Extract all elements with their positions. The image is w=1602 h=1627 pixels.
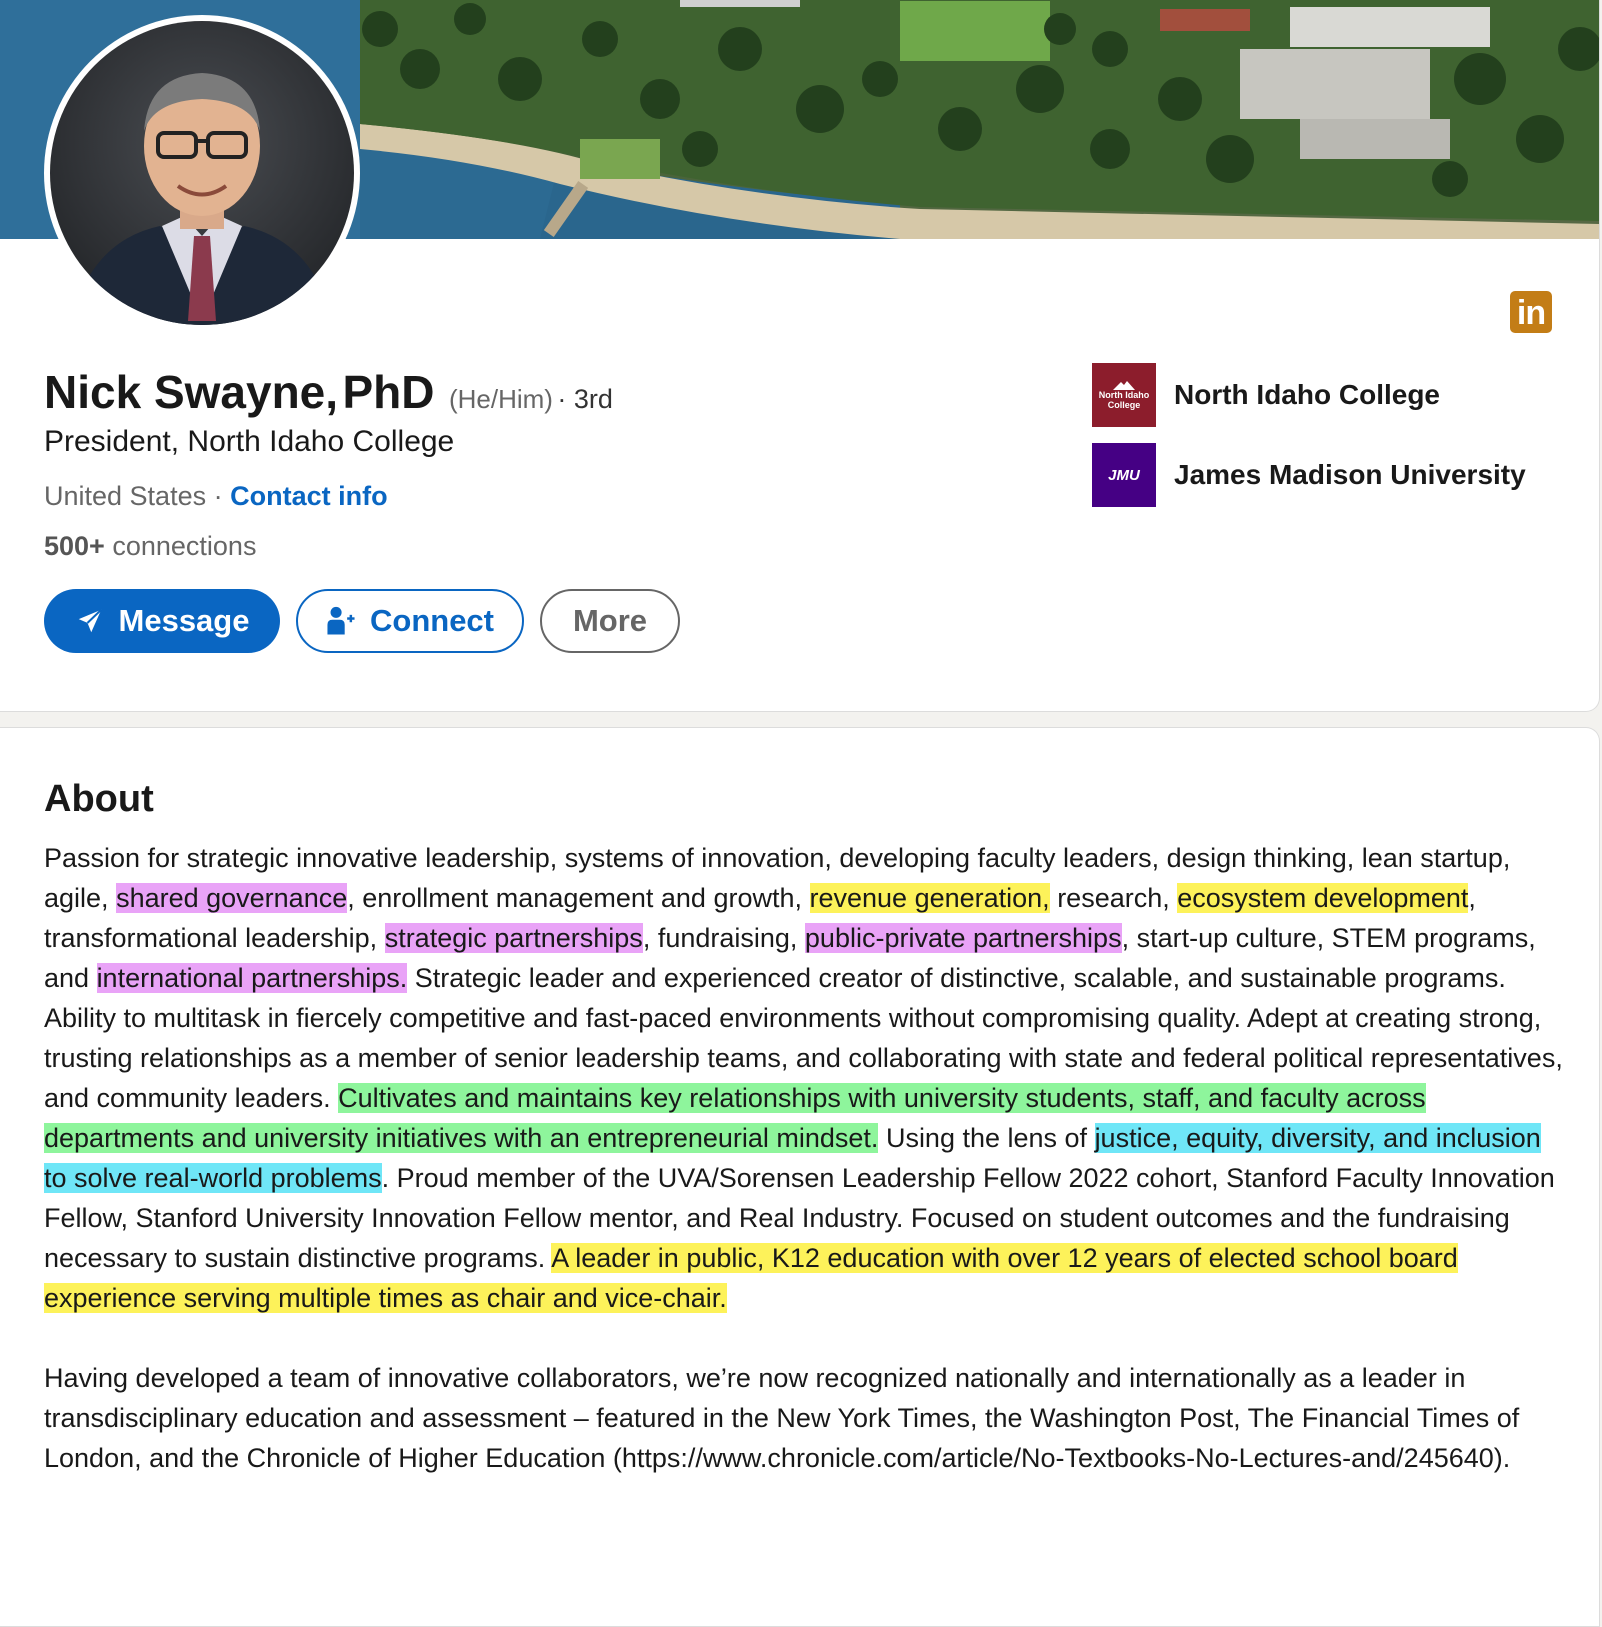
about-heading: About — [44, 778, 154, 820]
nic-logo-text-2: College — [1107, 400, 1141, 410]
profile-name-row — [44, 365, 613, 419]
about-text-segment: Passion for strategic innovative leadership, systems of innovation, developing faculty leaders, design thinking, lean startup, agile, — [44, 843, 1511, 913]
highlighted-phrase: strategic partnerships — [384, 923, 643, 953]
more-label: More — [572, 603, 648, 638]
highlighted-phrase: international partnerships. — [96, 963, 408, 993]
location-separator: · — [213, 481, 223, 511]
profile-headline: President, North Idaho College — [44, 425, 455, 458]
connections-count[interactable] — [44, 531, 256, 562]
add-person-icon — [326, 605, 356, 637]
connection-degree: · 3rd — [557, 384, 613, 414]
linkedin-logo[interactable]: in — [1510, 291, 1552, 333]
highlighted-phrase: justice, equity, diversity, and inclusion to solve real-world problems — [44, 1123, 1541, 1193]
message-label: Message — [118, 603, 250, 638]
profile-name: Nick Swayne, — [44, 366, 339, 418]
about-text-segment: , fundraising, — [642, 923, 805, 953]
location-row — [44, 481, 388, 512]
about-text-segment: , enrollment management and growth, — [347, 883, 810, 913]
profile-pronouns: (He/Him) — [448, 384, 553, 414]
org-name-nic: North Idaho College — [1174, 379, 1440, 410]
mountain-icon — [1113, 380, 1135, 390]
profile-avatar[interactable] — [44, 15, 360, 331]
message-button[interactable] — [44, 589, 280, 653]
about-text-segment: Strategic leader and experienced creator of distinctive, scalable, and sustainable programs. Ability to multitask in fiercely competitive and fast-paced environments without compromising quality. Adept at creating strong, trusting relationships as a member of senior leadership teams, and collaborating with state and federal political representatives, and community leaders. — [44, 963, 1563, 1113]
connections-number: 500+ — [44, 531, 105, 561]
about-text-segment: . Proud member of the UVA/Sorensen Leadership Fellow 2022 cohort, Stanford Faculty Innovation Fellow, Stanford University Innovation Fellow mentor, and Real Industry. Focused on student outcomes and the fundraising necessary to sustain distinctive programs. — [44, 1163, 1555, 1273]
about-card — [0, 727, 1600, 1627]
connections-label: connections — [112, 531, 257, 561]
north-idaho-college-logo — [1092, 363, 1156, 427]
highlighted-phrase: Cultivates and maintains key relationships with university students, staff, and faculty across departments and university initiatives with an entrepreneurial mindset. — [44, 1083, 1426, 1153]
org-name-jmu: James Madison University — [1174, 459, 1526, 490]
about-text — [44, 838, 1564, 1518]
connect-button[interactable] — [296, 589, 524, 653]
highlighted-phrase: A leader in public, K12 education with over 12 years of elected school board experience serving multiple times as chair and vice-chair. — [44, 1243, 1458, 1313]
profile-card — [0, 0, 1600, 712]
about-text-segment: , transformational leadership, — [44, 883, 1476, 953]
profile-degree: PhD — [342, 366, 435, 418]
contact-info-link[interactable]: Contact info — [230, 481, 388, 511]
org-north-idaho-college[interactable] — [1092, 363, 1440, 427]
avatar-photo — [50, 21, 354, 325]
about-text-segment: research, — [1049, 883, 1178, 913]
about-paragraph-1 — [44, 838, 1564, 1318]
more-button[interactable] — [540, 589, 680, 653]
about-text-segment: Using the lens of — [878, 1123, 1095, 1153]
highlighted-phrase: revenue generation, — [809, 883, 1050, 913]
profile-location: United States — [44, 481, 207, 511]
nic-logo-text-1: North Idaho — [1098, 390, 1150, 400]
highlighted-phrase: ecosystem development — [1177, 883, 1469, 913]
about-text-segment: , start-up culture, STEM programs, and — [44, 923, 1536, 993]
jmu-logo: JMU — [1092, 443, 1156, 507]
highlighted-phrase: shared governance — [116, 883, 348, 913]
send-icon — [75, 606, 105, 636]
about-paragraph-2: Having developed a team of innovative collaborators, we’re now recognized nationally and internationally as a leader in transdisciplinary education and assessment – featured in the New York Times, the Washington Post, The Financial Times of London, and the Chronicle of Higher Education (https://www.chronicle.com/article/No-Textbooks-No-Lectures-and/245640). — [44, 1363, 1520, 1473]
connect-label: Connect — [370, 603, 494, 638]
highlighted-phrase: public-private partnerships — [804, 923, 1122, 953]
org-james-madison-university[interactable] — [1092, 443, 1526, 507]
